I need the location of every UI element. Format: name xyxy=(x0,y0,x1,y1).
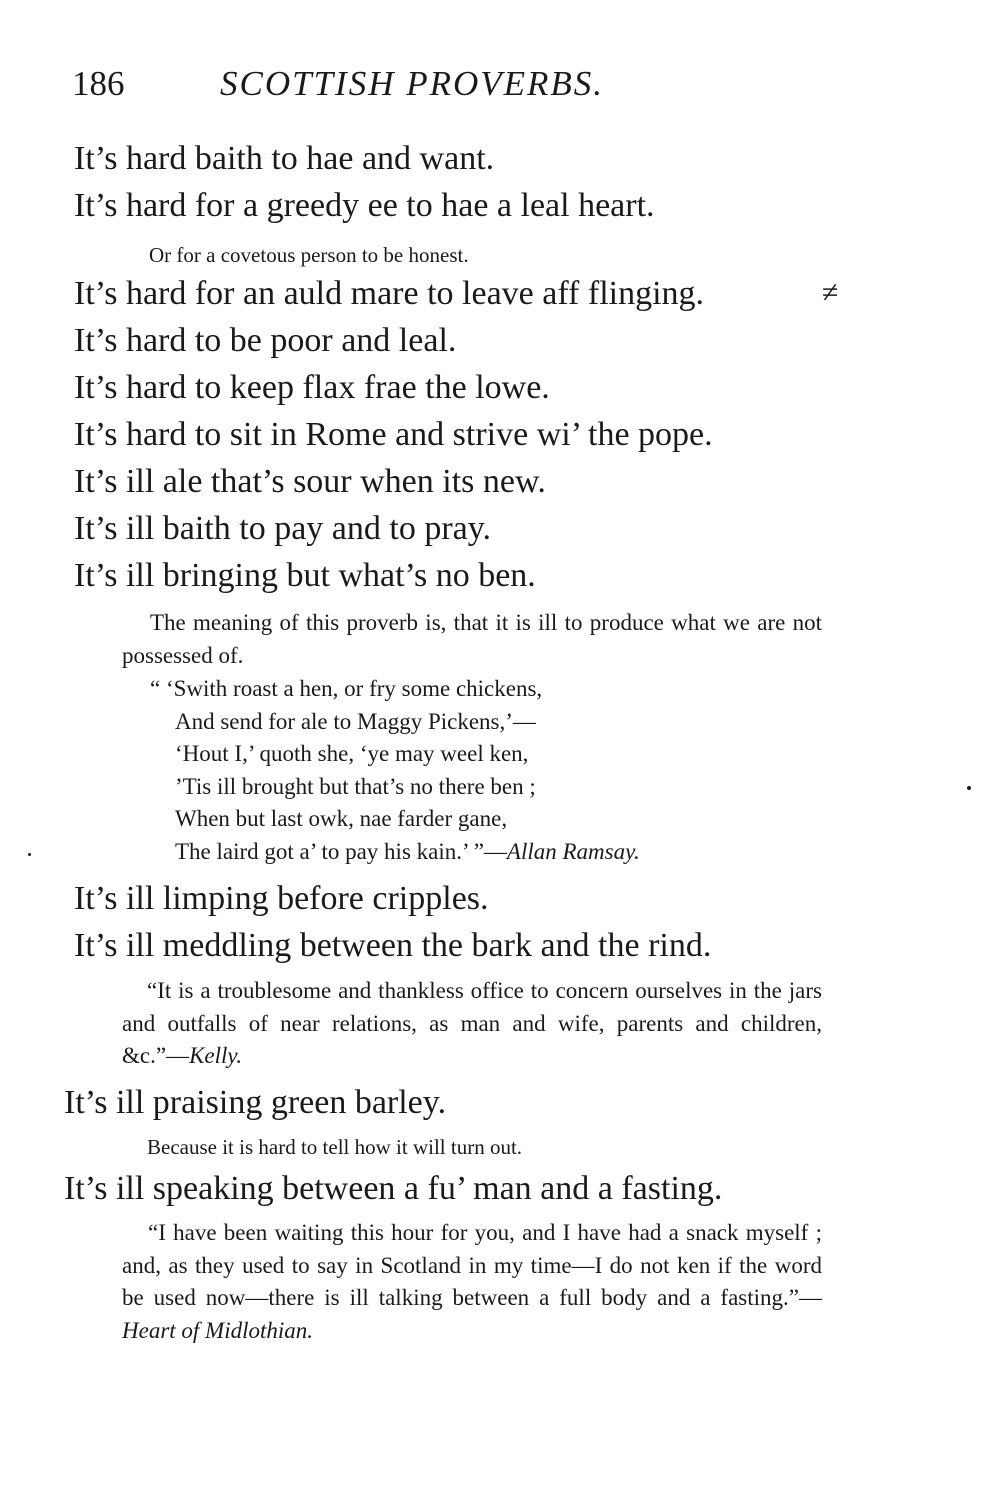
proverb: It’s hard for an auld mare to leave aff flinging. xyxy=(74,275,705,312)
page-number: 186 xyxy=(72,64,125,103)
proverb: It’s ill meddling between the bark and the rind. xyxy=(74,927,712,964)
proverb: It’s hard for a greedy ee to hae a leal heart. xyxy=(74,187,655,224)
verse-line: And send for ale to Maggy Pickens,’— xyxy=(175,708,536,734)
proverb: It’s ill praising green barley. xyxy=(64,1084,447,1121)
proverb-note xyxy=(122,975,822,1073)
verse-line: The laird got a’ to pay his kain.’ ”— xyxy=(175,838,507,864)
print-speck xyxy=(967,786,971,790)
verse-line: “ ‘Swith roast a hen, or fry some chickens, xyxy=(150,676,543,701)
proverb-note xyxy=(122,1217,822,1347)
print-speck xyxy=(28,853,31,856)
note-text: “I have been waiting this hour for you, and I have had a snack myself ; and, as they used to say in Scotland in my time—I do not ken if the word be used now—there is ill talking between a full body and a fasting.”— xyxy=(122,1220,822,1310)
verse-line: ‘Hout I,’ quoth she, ‘ye may weel ken, xyxy=(175,741,529,766)
running-header xyxy=(72,64,604,104)
proverb: It’s ill limping before cripples. xyxy=(74,880,489,917)
quote-attribution: Heart of Midlothian. xyxy=(122,1317,314,1343)
verse-line: ’Tis ill brought but that’s no there ben ; xyxy=(175,773,536,799)
proverb: It’s ill baith to pay and to pray. xyxy=(74,510,492,547)
proverb: It’s ill bringing but what’s no ben. xyxy=(74,557,536,594)
proverb: It’s hard baith to hae and want. xyxy=(74,140,495,177)
quote-attribution: Kelly. xyxy=(189,1043,243,1068)
quote-attribution: Allan Ramsay. xyxy=(506,838,640,864)
proverb: It’s hard to keep flax frae the lowe. xyxy=(74,369,550,406)
proverb: It’s hard to be poor and leal. xyxy=(74,322,457,359)
proverb: It’s hard to sit in Rome and strive wi’ the pope. xyxy=(74,416,713,453)
margin-mark: ≠ xyxy=(822,276,839,309)
proverb-note: Because it is hard to tell how it will turn out. xyxy=(147,1135,523,1159)
proverb: It’s ill ale that’s sour when its new. xyxy=(74,463,546,500)
note-text: “It is a troublesome and thankless office to concern ourselves in the jars and outfalls of near relations, as man and wife, parents and children, &c.”— xyxy=(122,978,822,1068)
verse-quotation xyxy=(150,673,640,868)
proverb: It’s ill speaking between a fu’ man and a fasting. xyxy=(64,1170,723,1207)
page-title: SCOTTISH PROVERBS. xyxy=(220,64,605,103)
proverb-note: The meaning of this proverb is, that it is ill to produce what we are not possessed of. xyxy=(122,610,822,668)
proverb-note: Or for a covetous person to be honest. xyxy=(149,243,469,267)
verse-line: When but last owk, nae farder gane, xyxy=(175,806,508,831)
